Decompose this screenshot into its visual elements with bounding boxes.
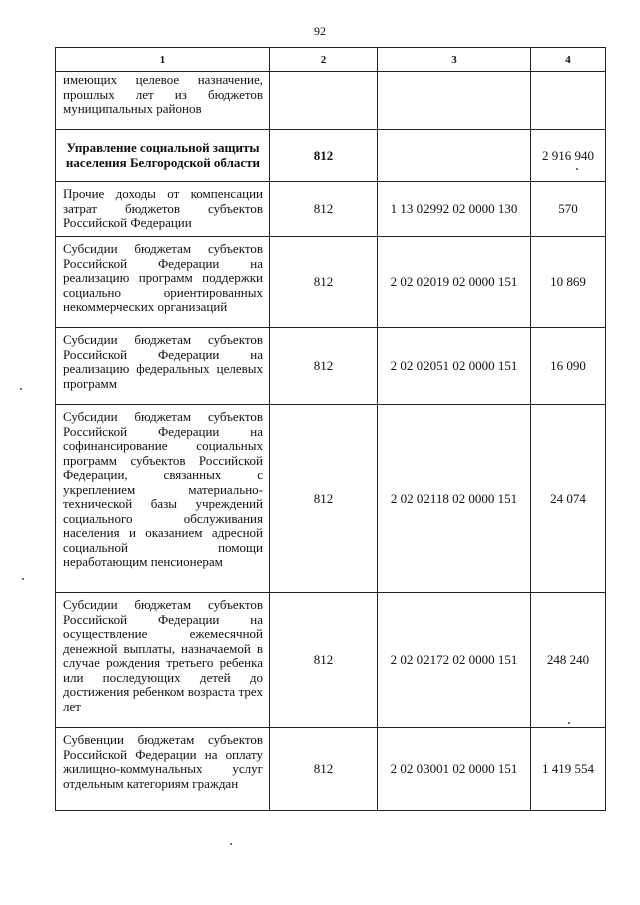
row-income-code: 2 02 02019 02 0000 151 xyxy=(378,237,531,328)
row-income-code: 2 02 02118 02 0000 151 xyxy=(378,405,531,593)
row-amount: 24 074 xyxy=(531,405,606,593)
row-amount: 1 419 554 xyxy=(531,728,606,811)
row-description: Субсидии бюджетам субъектов Российской Федерации на реализацию программ поддержки социально ориентированных некоммерческих организаций xyxy=(56,237,270,328)
row-description: Субсидии бюджетам субъектов Российской Федерации на софинансирование социальных программ субъектов Российской Федерации, связанных с укреплением материально-технической базы учреждений социального обслуживания населения и оказанием адресной социальной помощи неработающим пенсионерам xyxy=(56,405,270,593)
column-header-1: 1 xyxy=(56,48,270,72)
row-admin-code: 812 xyxy=(270,130,378,182)
table-row xyxy=(56,328,606,405)
row-admin-code: 812 xyxy=(270,182,378,237)
row-admin-code: 812 xyxy=(270,593,378,728)
column-header-3: 3 xyxy=(378,48,531,72)
table-row xyxy=(56,593,606,728)
scan-speck xyxy=(22,578,24,580)
row-amount: 16 090 xyxy=(531,328,606,405)
scan-speck xyxy=(230,843,232,845)
row-income-code: 2 02 03001 02 0000 151 xyxy=(378,728,531,811)
table-row xyxy=(56,237,606,328)
column-header-4: 4 xyxy=(531,48,606,72)
row-income-code: 1 13 02992 02 0000 130 xyxy=(378,182,531,237)
column-header-2: 2 xyxy=(270,48,378,72)
scan-speck xyxy=(568,722,570,724)
page-number: 92 xyxy=(314,24,326,38)
row-amount xyxy=(531,72,606,130)
row-admin-code: 812 xyxy=(270,237,378,328)
row-description: Управление социальной защиты населения Белгородской области xyxy=(56,130,270,182)
row-income-code xyxy=(378,72,531,130)
scan-speck xyxy=(20,388,22,390)
table-header-row xyxy=(56,48,606,72)
row-amount: 2 916 940 xyxy=(531,130,606,182)
row-amount: 570 xyxy=(531,182,606,237)
table-row xyxy=(56,130,606,182)
row-admin-code: 812 xyxy=(270,405,378,593)
row-admin-code xyxy=(270,72,378,130)
table-row xyxy=(56,72,606,130)
row-amount: 248 240 xyxy=(531,593,606,728)
table-row xyxy=(56,728,606,811)
row-description: Субсидии бюджетам субъектов Российской Федерации на осуществление ежемесячной денежной выплаты, назначаемой в случае рождения третьего ребенка или последующих детей до достижения ребенком возраста трех лет xyxy=(56,593,270,728)
row-description: Прочие доходы от компенсации затрат бюджетов субъектов Российской Федерации xyxy=(56,182,270,237)
table-row xyxy=(56,405,606,593)
row-income-code: 2 02 02172 02 0000 151 xyxy=(378,593,531,728)
row-description: имеющих целевое назначение, прошлых лет из бюджетов муниципальных районов xyxy=(56,72,270,130)
row-amount: 10 869 xyxy=(531,237,606,328)
row-description: Субвенции бюджетам субъектов Российской Федерации на оплату жилищно-коммунальных услуг отдельным категориям граждан xyxy=(56,728,270,811)
budget-income-table xyxy=(55,47,606,811)
row-income-code: 2 02 02051 02 0000 151 xyxy=(378,328,531,405)
table-row xyxy=(56,182,606,237)
row-admin-code: 812 xyxy=(270,328,378,405)
scan-speck xyxy=(576,168,578,170)
row-description: Субсидии бюджетам субъектов Российской Федерации на реализацию федеральных целевых программ xyxy=(56,328,270,405)
row-admin-code: 812 xyxy=(270,728,378,811)
row-income-code xyxy=(378,130,531,182)
